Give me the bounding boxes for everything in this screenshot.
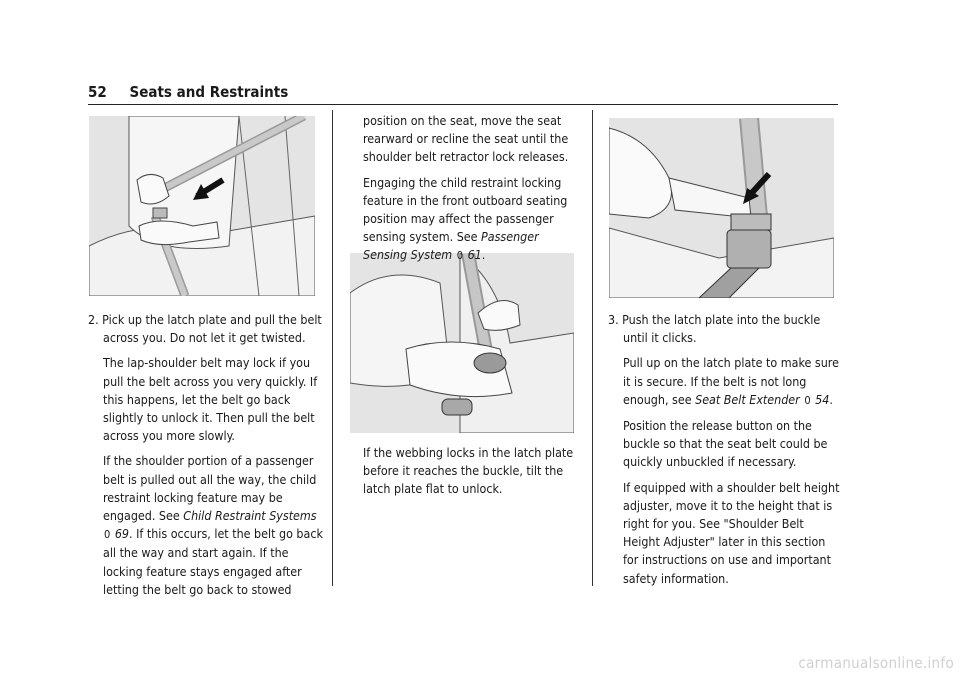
- watermark: carmanualsonline.info: [798, 654, 954, 672]
- header-rule: [88, 104, 838, 105]
- column-2-lower: [348, 444, 584, 506]
- figure-pull-belt: [89, 116, 315, 296]
- col2-paragraph-3: If the webbing locks in the latch plate before it reaches the buckle, tilt the latch plate flat to unlock.: [363, 445, 574, 497]
- col1-paragraph-2-text-b: . If this occurs, let the belt go back all the way and start again. If the locking feature stays engaged after letting the belt go back to stowed: [103, 526, 323, 597]
- col2-paragraph-2-text-a: Engaging the child restraint locking feature in the front outboard seating position may affect the passenger sensing system. See: [363, 174, 568, 245]
- page-number: 52: [88, 83, 107, 101]
- passenger-sensing-system-reference[interactable]: Passenger Sensing System: [363, 229, 539, 263]
- seat-belt-extender-reference[interactable]: Seat Belt Extender: [695, 391, 800, 407]
- col1-paragraph-2-text-a: If the shoulder portion of a passenger belt is pulled out all the way, the child restraint locking feature may be engaged. See: [103, 453, 317, 524]
- col2-paragraph-2: [348, 174, 584, 266]
- col2-paragraph-1: position on the seat, move the seat rearward or recline the seat until the shoulder belt retractor lock releases.: [363, 113, 569, 165]
- col1-paragraph-1: The lap-shoulder belt may lock if you pull the belt across you very quickly. If this happens, let the belt go back slightly to unlock it. Then pull the belt across you more slowly.: [103, 355, 318, 444]
- seat-belt-extender-page[interactable]: 54: [815, 391, 830, 407]
- figure-push-buckle-drawing: [609, 118, 834, 298]
- col3-paragraph-2: Position the release button on the buckle so that the seat belt could be quickly unbuckled if necessary.: [623, 418, 828, 470]
- column-divider-2: [592, 110, 593, 586]
- figure-pull-belt-drawing: [89, 116, 315, 296]
- col3-paragraph-1: [608, 354, 844, 410]
- page-ref-symbol: 0: [104, 528, 111, 542]
- step-3: 3. Push the latch plate into the buckle until it clicks.: [608, 312, 821, 346]
- section-title: Seats and Restraints: [129, 83, 289, 101]
- column-divider-1: [332, 110, 333, 586]
- column-1: [88, 311, 326, 606]
- col1-paragraph-2: [88, 452, 326, 599]
- col2-paragraph-2-end: .: [481, 247, 486, 263]
- page-ref-symbol: 0: [804, 393, 811, 407]
- passenger-sensing-system-page[interactable]: 61: [467, 247, 482, 263]
- col3-paragraph-1-text-a: Pull up on the latch plate to make sure it is secure. If the belt is not long enough, see: [623, 355, 839, 407]
- figure-tilt-latch-drawing: [350, 253, 574, 433]
- page-ref-symbol: 0: [456, 249, 464, 263]
- child-restraint-systems-reference[interactable]: Child Restraint Systems: [183, 508, 317, 524]
- column-3: [608, 311, 844, 595]
- col3-paragraph-1-end: .: [829, 391, 833, 407]
- figure-push-buckle: [609, 118, 834, 298]
- figure-tilt-latch: [350, 253, 574, 433]
- page-header: [88, 83, 288, 101]
- child-restraint-systems-page[interactable]: 69: [114, 526, 130, 542]
- column-2: [348, 112, 584, 273]
- col3-paragraph-3: If equipped with a shoulder belt height adjuster, move it to the height that is right for you. See "Shoulder Belt Height Adjuster" later in this section for instructions on use and important safety information.: [623, 479, 840, 586]
- step-2: 2. Pick up the latch plate and pull the belt across you. Do not let it get twisted.: [88, 312, 322, 346]
